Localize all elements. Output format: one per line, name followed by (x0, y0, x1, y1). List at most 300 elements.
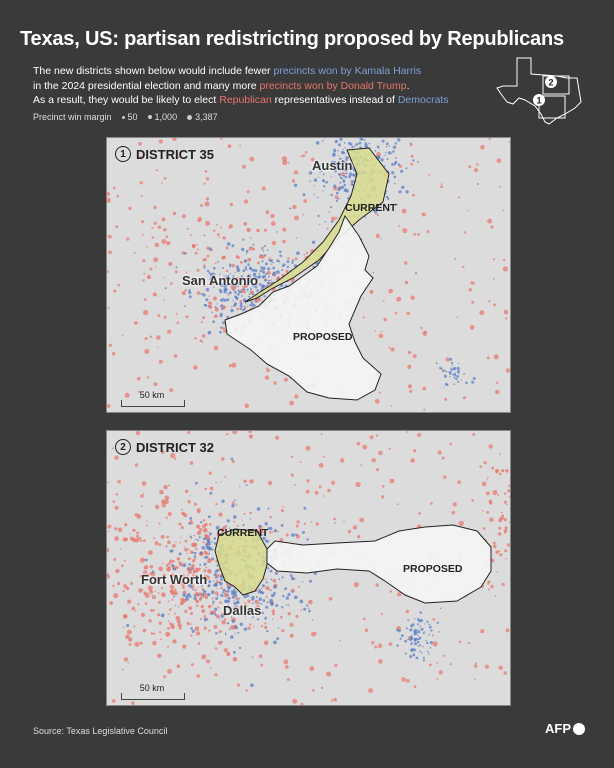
precinct-dot (427, 651, 429, 653)
precinct-dot (415, 272, 417, 274)
precinct-dot (175, 605, 177, 607)
precinct-dot (379, 392, 381, 394)
precinct-dot (187, 431, 190, 434)
precinct-dot (440, 186, 443, 189)
precinct-dot (264, 295, 266, 297)
precinct-dot (201, 293, 203, 295)
precinct-dot (184, 289, 186, 291)
precinct-dot (148, 550, 153, 555)
precinct-dot (386, 146, 388, 148)
precinct-dot (450, 371, 452, 373)
precinct-dot (231, 306, 233, 308)
precinct-dot (250, 301, 252, 303)
precinct-dot (234, 290, 236, 292)
precinct-dot (338, 173, 341, 176)
precinct-dot (412, 194, 415, 197)
precinct-dot (137, 514, 142, 519)
precinct-dot (471, 301, 474, 304)
precinct-dot (132, 529, 135, 532)
precinct-dot (152, 236, 154, 238)
precinct-dot (239, 647, 241, 649)
precinct-dot (482, 510, 484, 512)
precinct-dot (495, 595, 497, 597)
precinct-dot (363, 139, 365, 141)
precinct-dot (493, 542, 496, 545)
precinct-dot (267, 282, 270, 285)
precinct-dot (220, 227, 222, 229)
precinct-dot (486, 491, 490, 495)
harris-highlight: precincts won by Kamala Harris (273, 65, 422, 77)
precinct-dot (254, 269, 257, 272)
precinct-dot (408, 384, 412, 388)
precinct-dot (191, 543, 192, 544)
precinct-dot (247, 627, 250, 630)
precinct-dot (220, 578, 222, 580)
precinct-dot (302, 581, 303, 582)
precinct-dot (499, 473, 502, 476)
precinct-dot (378, 659, 383, 664)
precinct-dot (384, 318, 387, 321)
precinct-dot (279, 251, 282, 254)
precinct-dot (287, 257, 290, 260)
precinct-dot (304, 254, 306, 256)
precinct-dot (217, 579, 218, 580)
precinct-dot (195, 539, 196, 540)
precinct-dot (108, 235, 112, 239)
precinct-dot (457, 480, 461, 484)
precinct-dot (429, 664, 432, 667)
precinct-dot (178, 606, 179, 607)
precinct-dot (336, 192, 339, 195)
precinct-dot (220, 594, 223, 597)
precinct-dot (166, 536, 169, 539)
precinct-dot (215, 647, 218, 650)
precinct-dot (269, 257, 271, 259)
precinct-dot (273, 592, 276, 595)
precinct-dot (322, 141, 323, 142)
precinct-dot (247, 289, 249, 291)
precinct-dot (266, 581, 268, 583)
precinct-dot (247, 258, 251, 262)
precinct-dot (190, 461, 194, 465)
precinct-dot (233, 651, 236, 654)
precinct-dot (224, 476, 226, 478)
precinct-dot (506, 629, 510, 633)
precinct-dot (140, 494, 144, 498)
precinct-dot (113, 500, 116, 503)
precinct-dot (323, 139, 324, 140)
precinct-dot (169, 560, 173, 564)
precinct-dot (112, 585, 114, 587)
precinct-dot (413, 233, 416, 236)
precinct-dot (401, 186, 404, 189)
precinct-dot (505, 558, 507, 560)
precinct-dot (190, 536, 192, 538)
precinct-dot (256, 596, 258, 598)
precinct-dot (261, 612, 264, 615)
precinct-dot (326, 672, 331, 677)
precinct-dot (479, 310, 484, 315)
precinct-dot (490, 585, 494, 589)
precinct-dot (276, 637, 279, 640)
precinct-dot (198, 642, 201, 645)
legend-value: 1,000 (154, 112, 178, 122)
precinct-dot (229, 227, 231, 229)
precinct-dot (309, 580, 312, 583)
precinct-dot (183, 587, 185, 589)
precinct-dot (487, 356, 490, 359)
precinct-dot (275, 572, 278, 575)
precinct-dot (386, 191, 387, 192)
precinct-dot (117, 480, 121, 484)
precinct-dot (249, 623, 251, 625)
precinct-dot (142, 481, 147, 486)
precinct-dot (114, 536, 119, 541)
precinct-dot (245, 266, 247, 268)
precinct-dot (108, 250, 112, 254)
precinct-dot (214, 573, 217, 576)
precinct-dot (187, 567, 189, 569)
precinct-dot (180, 537, 181, 538)
precinct-dot (143, 539, 146, 542)
precinct-dot (393, 146, 396, 149)
precinct-dot (205, 537, 207, 539)
precinct-dot (469, 288, 472, 291)
precinct-dot (348, 530, 351, 533)
precinct-dot (158, 601, 161, 604)
precinct-dot (247, 190, 250, 193)
precinct-dot (269, 516, 271, 518)
precinct-dot (133, 625, 135, 627)
precinct-dot (385, 152, 386, 153)
precinct-dot (126, 587, 129, 590)
precinct-dot (409, 629, 412, 632)
precinct-dot (202, 316, 205, 319)
precinct-dot (263, 250, 265, 252)
precinct-dot (245, 689, 248, 692)
precinct-dot (275, 436, 279, 440)
precinct-dot (158, 226, 161, 229)
precinct-dot (188, 558, 189, 559)
precinct-dot (443, 655, 445, 657)
precinct-dot (380, 238, 381, 239)
precinct-dot (489, 500, 493, 504)
precinct-dot (260, 270, 263, 273)
district-32-map-panel (106, 430, 511, 706)
precinct-dot (493, 545, 496, 548)
precinct-dot (250, 291, 254, 295)
precinct-dot (370, 147, 371, 148)
precinct-dot (375, 399, 380, 404)
precinct-dot (287, 266, 289, 268)
precinct-dot (266, 630, 268, 632)
precinct-dot (336, 140, 338, 142)
precinct-dot (107, 270, 109, 273)
precinct-dot (264, 229, 267, 232)
precinct-dot (273, 579, 277, 583)
precinct-dot (504, 671, 508, 675)
precinct-dot (269, 527, 273, 531)
precinct-dot (163, 228, 166, 231)
precinct-dot (215, 262, 217, 264)
precinct-dot (398, 190, 401, 193)
precinct-dot (380, 158, 383, 161)
precinct-dot (333, 149, 336, 152)
precinct-dot (296, 525, 299, 528)
precinct-dot (233, 600, 234, 601)
precinct-dot (190, 627, 193, 630)
precinct-dot (294, 216, 299, 221)
precinct-dot (174, 458, 176, 460)
precinct-dot (197, 594, 199, 596)
precinct-dot (295, 534, 297, 536)
precinct-dot (182, 563, 186, 567)
precinct-dot (147, 275, 151, 279)
precinct-dot (204, 523, 207, 526)
precinct-dot (289, 208, 291, 210)
precinct-dot (486, 511, 489, 514)
precinct-dot (296, 520, 299, 523)
precinct-dot (163, 277, 164, 278)
precinct-dot (284, 378, 288, 382)
precinct-dot (264, 622, 266, 624)
precinct-dot (427, 230, 430, 233)
legend-dot-icon (122, 116, 125, 119)
precinct-dot (181, 509, 182, 510)
precinct-dot (332, 155, 334, 157)
precinct-dot (272, 613, 275, 616)
precinct-dot (450, 663, 452, 665)
precinct-dot (325, 181, 328, 184)
precinct-dot (290, 634, 294, 638)
precinct-dot (468, 642, 470, 644)
precinct-dot (221, 500, 224, 503)
precinct-dot (272, 531, 274, 533)
precinct-dot (187, 622, 190, 625)
precinct-dot (132, 607, 136, 611)
precinct-dot (109, 601, 113, 605)
precinct-dot (390, 479, 395, 484)
precinct-dot (288, 162, 290, 164)
precinct-dot (174, 589, 177, 592)
precinct-dot (194, 589, 196, 591)
precinct-dot (233, 515, 237, 519)
precinct-dot (433, 641, 438, 646)
precinct-dot (300, 461, 302, 463)
precinct-dot (288, 604, 290, 606)
precinct-dot (312, 689, 315, 692)
precinct-dot (503, 259, 505, 261)
precinct-dot (177, 558, 179, 560)
page-title: Texas, US: partisan redistricting proposed by Republicans (20, 28, 564, 50)
precinct-dot (236, 265, 239, 268)
precinct-dot (231, 363, 236, 368)
precinct-dot (146, 246, 147, 247)
precinct-dot (149, 268, 152, 271)
precinct-dot (189, 295, 192, 298)
precinct-dot (208, 570, 209, 571)
precinct-dot (473, 377, 476, 380)
precinct-dot (422, 213, 426, 217)
precinct-dot (124, 523, 127, 526)
precinct-dot (217, 595, 219, 597)
precinct-dot (234, 499, 236, 501)
precinct-dot (396, 629, 399, 632)
precinct-dot (203, 528, 208, 533)
precinct-dot (246, 484, 248, 486)
precinct-dot (410, 644, 412, 646)
precinct-dot (143, 629, 147, 633)
precinct-dot (280, 616, 283, 619)
precinct-dot (186, 553, 187, 554)
precinct-dot (456, 317, 458, 319)
precinct-dot (221, 620, 225, 624)
precinct-dot (180, 601, 184, 605)
precinct-dot (322, 180, 325, 183)
precinct-dot (189, 517, 192, 520)
city-label-austin: Austin (312, 158, 353, 173)
precinct-dot (356, 482, 361, 487)
precinct-dot (192, 567, 194, 569)
precinct-dot (211, 249, 213, 251)
precinct-dot (178, 523, 181, 526)
precinct-dot (306, 446, 311, 451)
precinct-dot (195, 558, 196, 559)
precinct-dot (499, 453, 501, 455)
precinct-dot (272, 619, 273, 620)
precinct-dot (248, 431, 252, 433)
precinct-dot (244, 628, 247, 631)
district-number-badge: 1 (115, 146, 131, 162)
precinct-dot (247, 306, 248, 307)
precinct-dot (168, 484, 170, 486)
precinct-dot (184, 610, 187, 613)
precinct-dot (389, 146, 390, 147)
precinct-dot (229, 266, 231, 268)
precinct-dot (287, 678, 290, 681)
precinct-dot (414, 618, 415, 619)
precinct-dot (265, 279, 267, 281)
precinct-dot (508, 485, 510, 487)
precinct-dot (475, 662, 477, 664)
precinct-dot (368, 688, 373, 693)
precinct-dot (208, 558, 210, 560)
precinct-dot (162, 239, 167, 244)
precinct-dot (200, 618, 202, 620)
precinct-dot (223, 306, 226, 309)
precinct-dot (141, 195, 143, 197)
precinct-dot (375, 330, 377, 332)
precinct-dot (422, 646, 423, 647)
precinct-dot (152, 641, 157, 646)
precinct-dot (271, 579, 273, 581)
precinct-dot (291, 262, 293, 264)
precinct-dot (290, 574, 293, 577)
precinct-dot (221, 457, 225, 461)
precinct-dot (303, 193, 306, 196)
precinct-dot (269, 531, 272, 534)
precinct-dot (386, 158, 388, 160)
precinct-dot (128, 207, 131, 210)
precinct-dot (136, 535, 139, 538)
precinct-dot (331, 217, 336, 222)
district-35-map-panel (106, 137, 511, 413)
precinct-dot (428, 653, 429, 654)
precinct-dot (306, 490, 310, 494)
precinct-dot (357, 535, 360, 538)
legend-value: 50 (127, 112, 138, 122)
precinct-dot (197, 511, 200, 514)
precinct-dot (294, 596, 298, 600)
precinct-dot (265, 262, 268, 265)
precinct-dot (256, 229, 259, 232)
precinct-dot (195, 252, 198, 255)
precinct-dot (215, 569, 218, 572)
precinct-dot (155, 591, 156, 592)
precinct-dot (241, 520, 242, 521)
precinct-dot (226, 247, 229, 250)
precinct-dot (242, 269, 245, 272)
precinct-dot (180, 598, 184, 602)
precinct-dot (222, 327, 225, 330)
precinct-dot (254, 299, 257, 302)
precinct-dot (209, 551, 211, 553)
precinct-dot (405, 281, 408, 284)
precinct-dot (130, 537, 134, 541)
precinct-dot (341, 151, 344, 154)
precinct-dot (226, 270, 229, 273)
precinct-dot (306, 252, 308, 254)
precinct-dot (334, 522, 336, 524)
precinct-dot (449, 358, 452, 361)
precinct-dot (375, 150, 377, 152)
precinct-dot (305, 151, 308, 154)
precinct-dot (189, 289, 190, 290)
precinct-dot (274, 529, 277, 532)
precinct-dot (310, 181, 312, 183)
precinct-dot (338, 189, 340, 191)
precinct-dot (213, 267, 216, 270)
precinct-dot (426, 621, 428, 623)
legend-item-small (122, 112, 138, 122)
precinct-dot (149, 590, 153, 594)
precinct-dot (190, 635, 192, 637)
precinct-dot (175, 270, 178, 273)
precinct-dot (335, 217, 337, 219)
precinct-dot (211, 590, 215, 594)
precinct-dot (223, 236, 226, 239)
precinct-dot (308, 608, 310, 610)
precinct-dot (183, 546, 184, 547)
precinct-dot (421, 653, 422, 654)
precinct-dot (483, 527, 486, 530)
precinct-dot (116, 493, 119, 496)
precinct-dot (220, 314, 223, 317)
precinct-dot (507, 489, 510, 492)
precinct-dot (215, 307, 219, 311)
precinct-dot (118, 528, 123, 533)
precinct-dot (123, 537, 127, 541)
precinct-dot (471, 381, 474, 384)
precinct-dot (237, 632, 239, 634)
locator-marker-1-label: 1 (536, 95, 542, 106)
precinct-dot (265, 606, 268, 609)
precinct-dot (207, 290, 209, 292)
precinct-dot (154, 382, 158, 386)
precinct-dot (208, 331, 212, 335)
precinct-dot (474, 664, 477, 667)
precinct-dot (224, 299, 227, 302)
